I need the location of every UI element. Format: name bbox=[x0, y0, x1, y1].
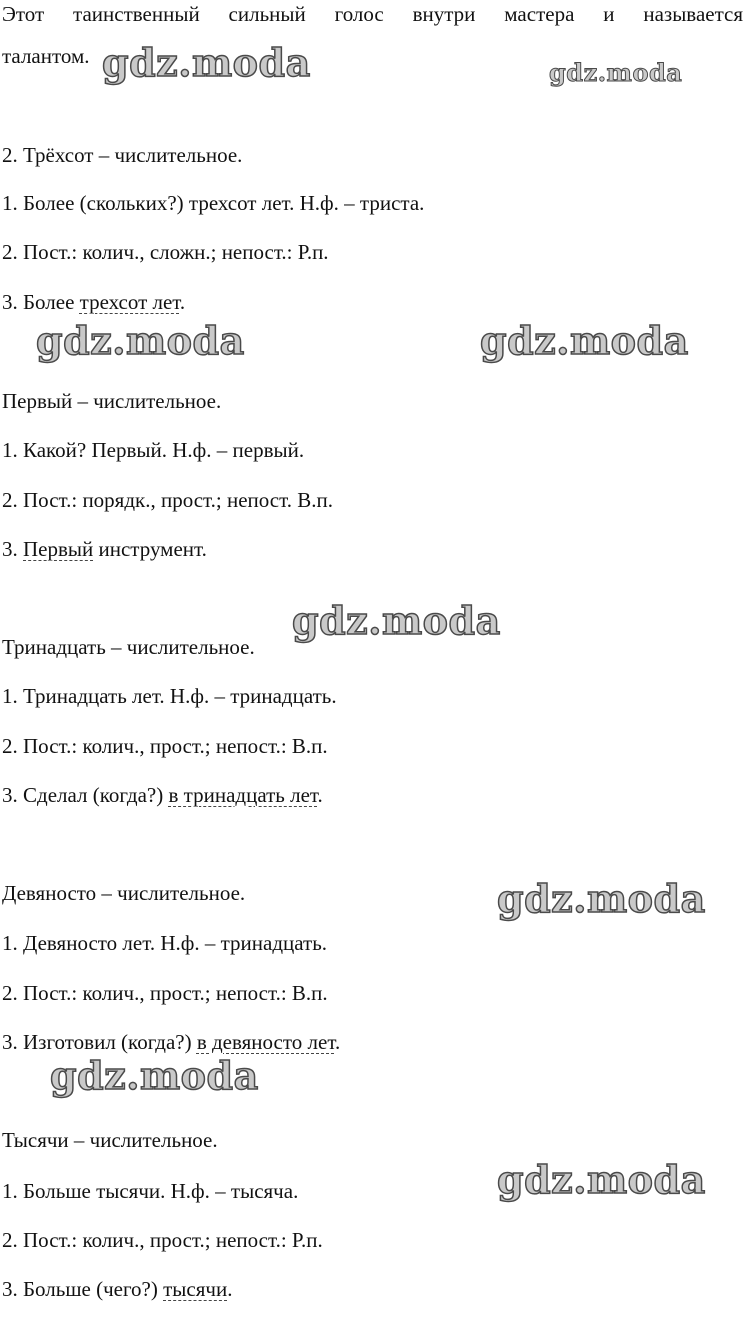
block-3-heading: Тринадцать – числительное. bbox=[2, 635, 255, 659]
block-4-line-3-text: 3. Изготовил (когда?) bbox=[2, 1030, 197, 1054]
block-5-line-3-end: . bbox=[227, 1277, 233, 1301]
block-3-line-3-end: . bbox=[317, 783, 323, 807]
block-1-underlined-phrase: трехсот лет bbox=[79, 290, 180, 314]
block-3-line-2: 2. Пост.: колич., прост.; непост.: В.п. bbox=[2, 734, 328, 758]
block-5-line-2: 2. Пост.: колич., прост.; непост.: Р.п. bbox=[2, 1228, 323, 1252]
intro-line-2: талантом. bbox=[2, 44, 90, 68]
block-4-underlined-phrase: в девяносто лет bbox=[196, 1030, 335, 1054]
block-5-line-3 bbox=[2, 1277, 747, 1301]
block-1-line-3-text: 3. Более bbox=[2, 290, 80, 314]
block-5-heading: Тысячи – числительное. bbox=[2, 1128, 218, 1152]
watermark-logo: gdz.moda bbox=[36, 318, 245, 363]
block-4-line-3-end: . bbox=[334, 1030, 341, 1054]
block-4-line-2: 2. Пост.: колич., прост.; непост.: В.п. bbox=[2, 981, 328, 1005]
block-3-underlined-phrase: в тринадцать лет bbox=[168, 783, 318, 807]
block-1-line-2: 2. Пост.: колич., сложн.; непост.: Р.п. bbox=[2, 240, 329, 264]
block-3-line-3-text: 3. Сделал (когда?) bbox=[2, 783, 169, 807]
block-3-line-3 bbox=[2, 783, 747, 807]
block-2-line-3 bbox=[2, 537, 747, 561]
watermark-logo: gdz.moda bbox=[480, 318, 689, 363]
block-2-heading: Первый – числительное. bbox=[2, 389, 222, 413]
watermark-logo: gdz.moda bbox=[292, 598, 501, 643]
block-2-line-3-text: 3. bbox=[2, 537, 23, 561]
watermark-logo: gdz.moda bbox=[549, 58, 683, 87]
block-2-line-2: 2. Пост.: порядк., прост.; непост. В.п. bbox=[2, 488, 333, 512]
block-4-line-3 bbox=[2, 1030, 747, 1054]
block-5-line-1: 1. Больше тысячи. Н.ф. – тысяча. bbox=[2, 1179, 299, 1203]
block-1-heading: 2. Трёхсот – числительное. bbox=[2, 143, 243, 167]
block-1-line-3 bbox=[2, 290, 747, 314]
watermark-logo: gdz.moda bbox=[497, 1157, 706, 1202]
block-1-line-3-end: . bbox=[179, 290, 186, 314]
block-5-underlined-phrase: тысячи bbox=[163, 1277, 228, 1301]
block-5-line-3-text: 3. Больше (чего?) bbox=[2, 1277, 164, 1301]
block-1-line-1: 1. Более (скольких?) трехсот лет. Н.ф. – триста. bbox=[2, 191, 425, 215]
watermark-logo: gdz.moda bbox=[497, 876, 706, 921]
watermark-logo: gdz.moda bbox=[50, 1053, 259, 1098]
watermark-logo: gdz.moda bbox=[102, 40, 311, 85]
block-2-line-1: 1. Какой? Первый. Н.ф. – первый. bbox=[2, 438, 305, 462]
block-2-underlined-phrase: Первый bbox=[23, 537, 94, 561]
block-4-heading: Девяносто – числительное. bbox=[2, 881, 246, 905]
intro-line-1: Этот таинственный сильный голос внутри мастера и называется bbox=[2, 2, 743, 26]
block-4-line-1: 1. Девяносто лет. Н.ф. – тринадцать. bbox=[2, 931, 328, 955]
block-3-line-1: 1. Тринадцать лет. Н.ф. – тринадцать. bbox=[2, 684, 337, 708]
block-2-line-3-end: инструмент. bbox=[93, 537, 207, 561]
